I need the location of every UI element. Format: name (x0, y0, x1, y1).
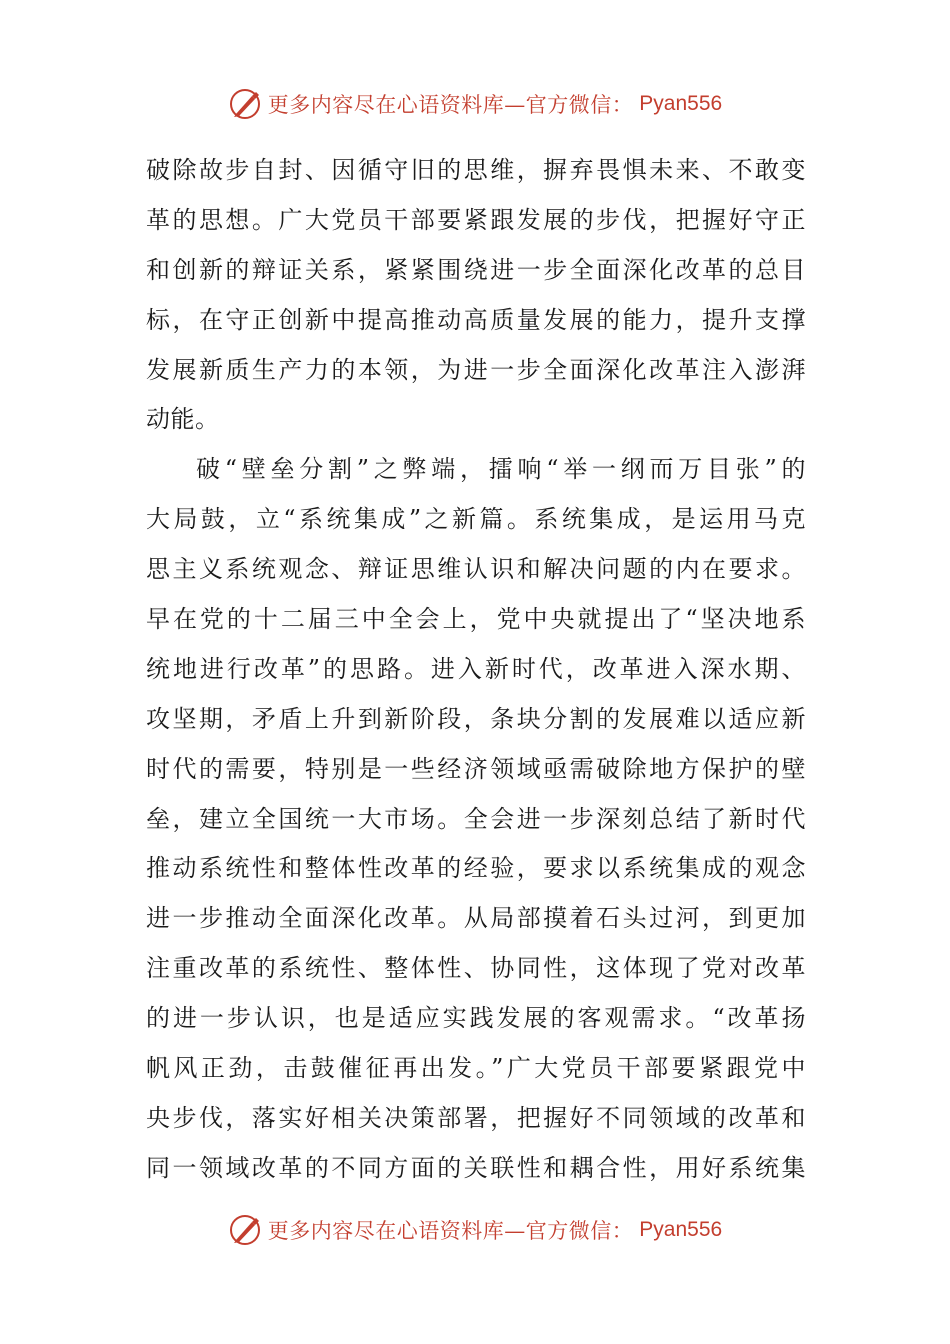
text-line: 思主义系统观念、辩证思维认识和解决问题的内在要求。 (146, 555, 806, 584)
text-line: 标，在守正创新中提高推动高质量发展的能力，提升支撑 (146, 305, 806, 334)
footer-watermark (0, 1208, 950, 1252)
watermark-wechat-id: Pyan556 (639, 92, 723, 115)
text-line: 推动系统性和整体性改革的经验，要求以系统集成的观念 (146, 854, 806, 883)
text-line: 注重改革的系统性、整体性、协同性，这体现了党对改革 (146, 954, 806, 983)
text-line: 破除故步自封、因循守旧的思维，摒弃畏惧未来、不敢变 (146, 156, 806, 184)
text-line: 帆风正劲，击鼓催征再出发。”广大党员干部要紧跟党中 (146, 1054, 806, 1083)
paragraph (146, 146, 806, 445)
text-line: 和创新的辩证关系，紧紧围绕进一步全面深化改革的总目 (146, 255, 806, 284)
document-body (146, 146, 806, 1194)
watermark-text: 更多内容尽在心语资料库—官方微信： (267, 1219, 634, 1243)
text-line: 同一领域改革的不同方面的关联性和耦合性，用好系统集 (146, 1153, 806, 1182)
paragraph (146, 445, 806, 1193)
text-line: 时代的需要，特别是一些经济领域亟需破除地方保护的壁 (146, 754, 806, 783)
text-line: 垒，建立全国统一大市场。全会进一步深刻总结了新时代 (146, 804, 806, 833)
pen-logo-icon (228, 1213, 262, 1247)
text-line: 进一步推动全面深化改革。从局部摸着石头过河，到更加 (146, 904, 806, 933)
text-line: 革的思想。广大党员干部要紧跟发展的步伐，把握好守正 (146, 205, 806, 234)
text-line: 的进一步认识，也是适应实践发展的客观需求。“改革扬 (146, 1004, 806, 1033)
text-line: 攻坚期，矛盾上升到新阶段，条块分割的发展难以适应新 (146, 704, 806, 733)
text-line: 动能。 (146, 405, 220, 434)
text-line: 大局鼓，立“系统集成”之新篇。系统集成，是运用马克 (146, 505, 806, 534)
text-line: 破“壁垒分割”之弊端，擂响“举一纲而万目张”的 (196, 455, 806, 484)
watermark-text: 更多内容尽在心语资料库—官方微信： (267, 93, 634, 117)
text-line: 央步伐，落实好相关决策部署，把握好不同领域的改革和 (146, 1103, 806, 1132)
pen-logo-icon (228, 87, 262, 121)
watermark-wechat-id: Pyan556 (639, 1218, 723, 1241)
text-line: 早在党的十二届三中全会上，党中央就提出了“坚决地系 (146, 605, 806, 634)
header-watermark (0, 82, 950, 126)
text-line: 发展新质生产力的本领，为进一步全面深化改革注入澎湃 (146, 355, 806, 384)
text-line: 统地进行改革”的思路。进入新时代，改革进入深水期、 (146, 654, 806, 683)
